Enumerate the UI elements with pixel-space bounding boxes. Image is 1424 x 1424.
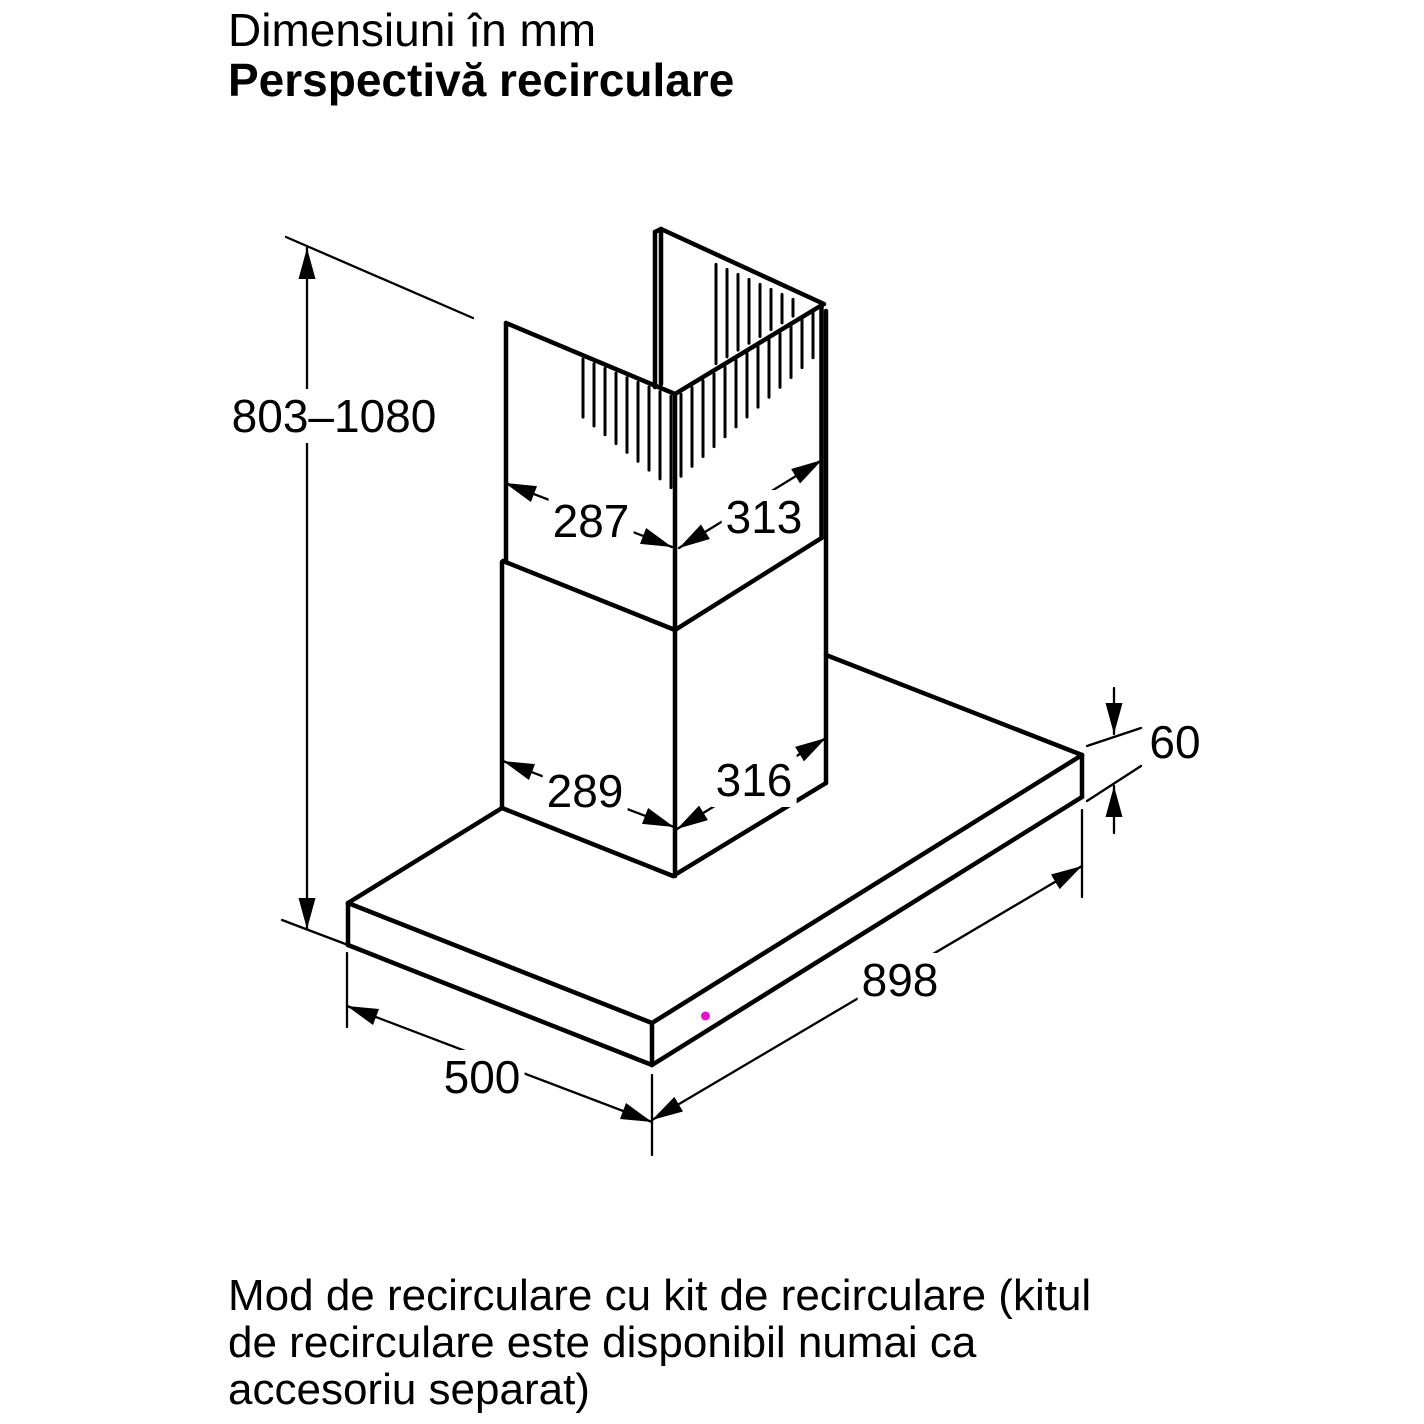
dimension-arrowheads	[299, 248, 1123, 1122]
footer-note	[228, 1272, 1091, 1413]
drawing-header	[228, 6, 734, 105]
units-note: Dimensiuni în mm	[228, 4, 597, 56]
dim-label-height-range: 803–1080	[228, 389, 441, 443]
dim-label-lower-duct-width: 316	[712, 753, 797, 807]
dim-label-body-depth: 500	[440, 1050, 525, 1104]
dim-label-upper-duct-width: 313	[722, 490, 807, 544]
dim-label-body-thickness: 60	[1145, 715, 1204, 769]
dim-label-lower-duct-depth: 289	[543, 764, 628, 818]
page-title: Perspectivă recirculare	[228, 53, 735, 106]
dimension-lines	[282, 237, 1141, 1155]
dim-label-upper-duct-depth: 287	[549, 494, 634, 548]
footer-line: accesoriu separat)	[228, 1365, 590, 1415]
footer-line: Mod de recirculare cu kit de recirculare (kitul	[228, 1271, 1092, 1320]
vent-slot-hatching	[583, 264, 813, 487]
footer-line: de recirculare este disponibil numai ca	[228, 1318, 977, 1368]
marker-dot	[701, 1012, 710, 1021]
dim-label-body-width: 898	[858, 953, 943, 1007]
